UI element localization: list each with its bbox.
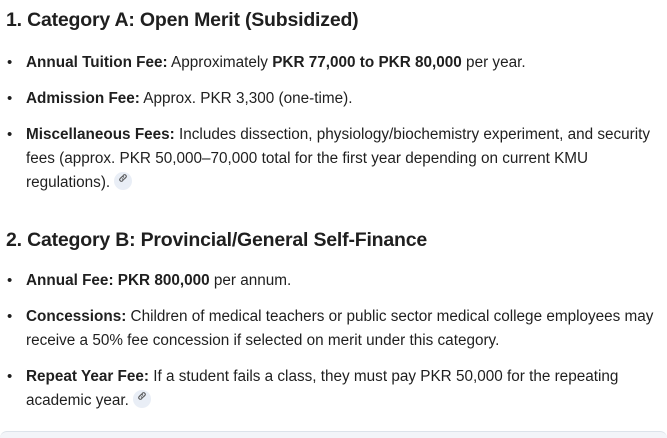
item-label: Annual Fee: — [26, 272, 114, 289]
section-heading-category-b: 2. Category B: Provincial/General Self-Finance — [6, 229, 428, 251]
category-b-list — [6, 269, 661, 425]
item-text: per annum. — [209, 272, 292, 289]
item-bold-value: PKR 77,000 to PKR 80,000 — [272, 54, 462, 71]
category-a-list — [6, 51, 661, 207]
item-text: Includes dissection, physiology/biochemistry experiment, and security fees (approx. PKR 50,000–70,000 total for the first year depending on current KMU regulations). — [26, 126, 651, 191]
item-bold-value: PKR 800,000 — [113, 272, 210, 289]
list-item-miscellaneous-fees — [6, 123, 661, 195]
item-text: Children of medical teachers or public sector medical college employees may receive a 50% fee concession if selected on merit under this category. — [26, 308, 654, 349]
item-label: Annual Tuition Fee: — [26, 54, 168, 71]
list-item-repeat-year-fee — [6, 365, 661, 413]
item-text: per year. — [461, 54, 526, 71]
item-label: Repeat Year Fee: — [26, 368, 150, 385]
item-text: Approximately — [167, 54, 273, 71]
item-label: Concessions: — [26, 308, 127, 325]
item-text: Approx. PKR 3,300 (one-time). — [139, 90, 353, 107]
list-item-annual-fee — [6, 269, 661, 293]
item-label: Miscellaneous Fees: — [26, 126, 175, 143]
list-item-annual-tuition-fee — [6, 51, 661, 75]
list-item-concessions — [6, 305, 661, 353]
item-text: If a student fails a class, they must pay PKR 50,000 for the repeating academic year. — [26, 368, 619, 409]
item-label: Admission Fee: — [26, 90, 140, 107]
section-heading-category-a: 1. Category A: Open Merit (Subsidized) — [6, 9, 359, 31]
source-link-icon[interactable] — [114, 172, 132, 190]
list-item-admission-fee — [6, 87, 661, 111]
source-link-icon[interactable] — [133, 390, 151, 408]
